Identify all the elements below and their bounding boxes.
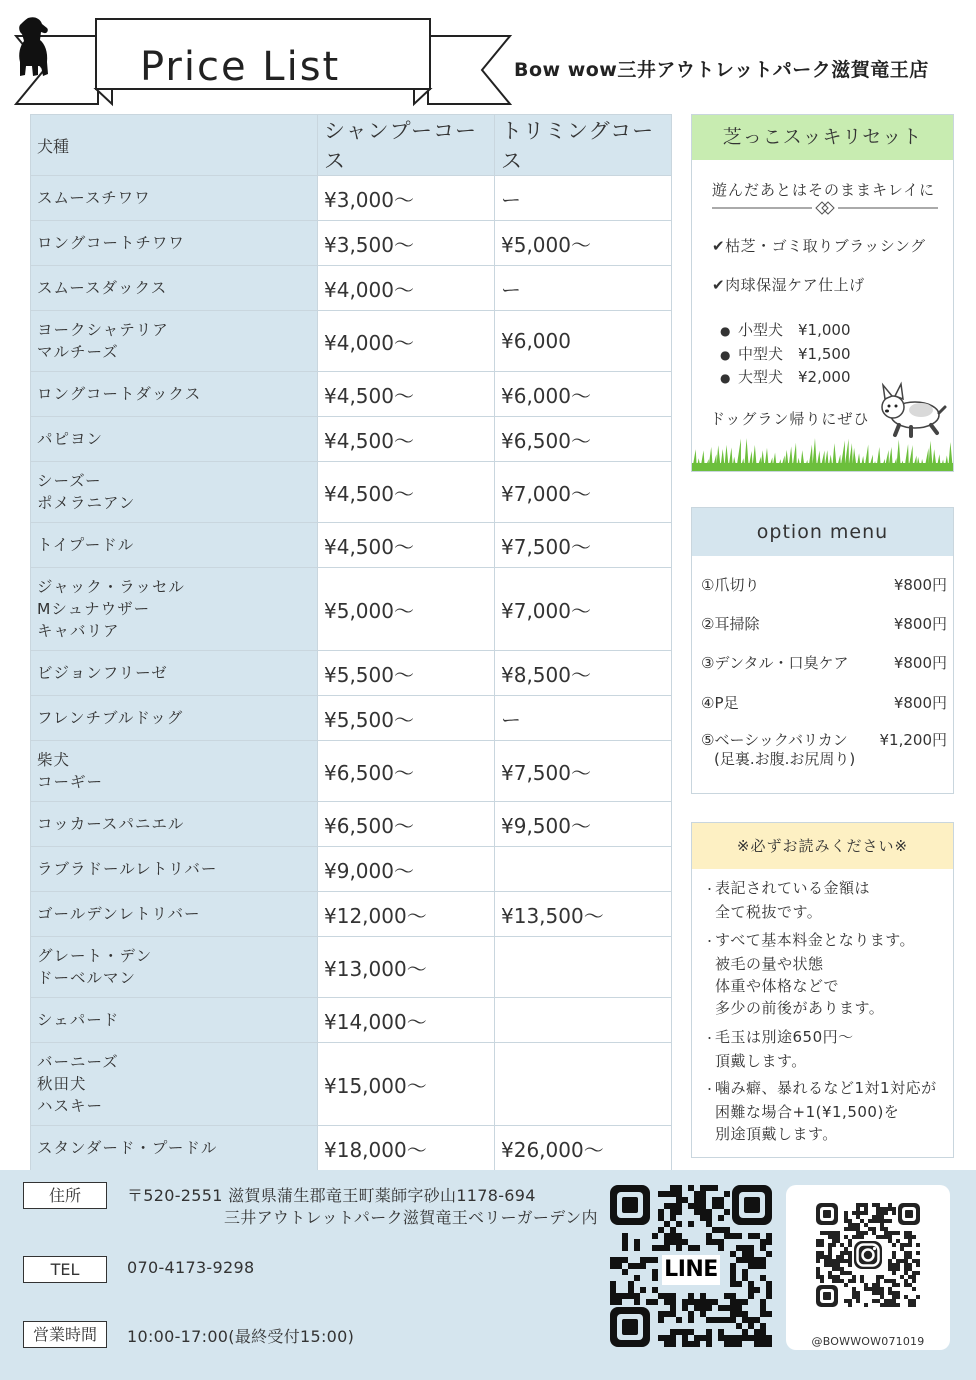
shiba-set-title: 芝っこスッキリセット <box>692 115 953 160</box>
shiba-set-subtitle: 遊んだあとはそのままキレイに <box>712 181 936 199</box>
trimming-price-cell <box>495 847 672 892</box>
address-label: 住所 <box>23 1182 107 1209</box>
shampoo-price-cell: ¥14,000〜 <box>318 998 495 1043</box>
breed-name: ヨークシャテリア <box>37 321 169 339</box>
table-row <box>31 651 672 696</box>
notice-item: ・噛み癖、暴れるなど1対1対応が 困難な場合+1(¥1,500)を 別途頂戴します。 <box>704 1079 937 1143</box>
breed-cell <box>31 651 318 696</box>
price-table <box>30 114 672 1171</box>
instagram-card[interactable] <box>786 1185 950 1350</box>
option-item: ⑤ベーシックバリカン ¥1,200円 <box>701 731 947 749</box>
breed-name: 秋田犬 <box>37 1075 87 1093</box>
hours-label: 営業時間 <box>23 1321 107 1348</box>
table-row <box>31 311 672 372</box>
table-row <box>31 417 672 462</box>
breed-name: ビジョンフリーゼ <box>37 664 168 682</box>
breed-name: シーズー <box>37 472 102 490</box>
table-row <box>31 523 672 568</box>
shampoo-price-cell: ¥12,000〜 <box>318 892 495 937</box>
column-header-trimming: トリミングコース <box>495 115 672 176</box>
table-row <box>31 266 672 311</box>
breed-name: キャバリア <box>37 622 120 640</box>
shampoo-price-cell: ¥6,500〜 <box>318 802 495 847</box>
breed-name: ジャック・ラッセル <box>37 578 185 596</box>
bullet-icon: ● <box>720 371 731 385</box>
breed-cell <box>31 523 318 568</box>
trimming-price-cell: ー <box>495 696 672 741</box>
breed-name: ポメラニアン <box>37 494 136 512</box>
breed-name: バーニーズ <box>37 1053 119 1071</box>
breed-name: ドーベルマン <box>37 969 137 987</box>
shampoo-price-cell: ¥3,500〜 <box>318 221 495 266</box>
instagram-icon <box>852 1239 884 1271</box>
title-banner <box>14 16 514 108</box>
shiba-item: ✔枯芝・ゴミ取りブラッシング <box>712 237 926 255</box>
breed-name: ハスキー <box>37 1097 104 1115</box>
bullet-icon: ● <box>720 324 731 338</box>
ornament-divider-icon <box>712 200 938 216</box>
breed-cell <box>31 937 318 998</box>
table-row <box>31 221 672 266</box>
shampoo-price-cell: ¥5,500〜 <box>318 696 495 741</box>
dog-silhouette-icon <box>14 16 50 78</box>
footer <box>0 1170 976 1380</box>
trimming-price-cell: ¥5,000〜 <box>495 221 672 266</box>
breed-name: ゴールデンレトリバー <box>37 905 201 923</box>
table-row <box>31 1126 672 1171</box>
breed-name: スムースチワワ <box>37 189 151 207</box>
notice-box <box>691 822 954 1158</box>
breed-name: フレンチブルドッグ <box>37 709 184 727</box>
trimming-price-cell: ¥6,500〜 <box>495 417 672 462</box>
shampoo-price-cell: ¥4,000〜 <box>318 311 495 372</box>
option-item: ③デンタル・口臭ケア ¥800円 <box>701 654 947 672</box>
shiba-set-box <box>691 114 954 472</box>
notice-item: ・毛玉は別途650円〜 頂戴します。 <box>704 1028 854 1070</box>
list-item: ● 中型犬 ¥1,500 <box>720 343 851 367</box>
breed-cell <box>31 417 318 462</box>
list-item: ● 小型犬 ¥1,000 <box>720 319 851 343</box>
shampoo-price-cell: ¥15,000〜 <box>318 1043 495 1126</box>
notice-title: ※必ずお読みください※ <box>692 823 953 869</box>
shampoo-price-cell: ¥13,000〜 <box>318 937 495 998</box>
table-row <box>31 176 672 221</box>
trimming-price-cell: ¥7,500〜 <box>495 741 672 802</box>
option-menu-box <box>691 507 954 794</box>
trimming-price-cell <box>495 937 672 998</box>
trimming-price-cell: ¥9,500〜 <box>495 802 672 847</box>
breed-name: スタンダード・プードル <box>37 1139 218 1157</box>
trimming-price-cell: ¥6,000〜 <box>495 372 672 417</box>
breed-cell <box>31 802 318 847</box>
table-row <box>31 462 672 523</box>
breed-cell <box>31 741 318 802</box>
column-header-shampoo: シャンプーコース <box>318 115 495 176</box>
trimming-price-cell: ー <box>495 266 672 311</box>
table-row <box>31 568 672 651</box>
breed-cell <box>31 998 318 1043</box>
trimming-price-cell: ¥26,000〜 <box>495 1126 672 1171</box>
breed-name: スムースダックス <box>37 279 168 297</box>
breed-name: コッカースパニエル <box>37 815 185 833</box>
table-row <box>31 372 672 417</box>
list-item: ● 大型犬 ¥2,000 <box>720 366 851 390</box>
option-item: ④P足 ¥800円 <box>701 694 947 712</box>
trimming-price-cell <box>495 1043 672 1126</box>
breed-name: コーギー <box>37 773 104 791</box>
shampoo-price-cell: ¥4,500〜 <box>318 523 495 568</box>
breed-cell <box>31 372 318 417</box>
trimming-price-cell: ¥6,000 <box>495 311 672 372</box>
trimming-price-cell: ¥7,000〜 <box>495 568 672 651</box>
trimming-price-cell <box>495 998 672 1043</box>
hours-value: 10:00-17:00(最終受付15:00) <box>127 1327 355 1346</box>
table-row <box>31 998 672 1043</box>
shampoo-price-cell: ¥18,000〜 <box>318 1126 495 1171</box>
option-item: ①爪切り ¥800円 <box>701 576 947 594</box>
shiba-item: ✔肉球保湿ケア仕上げ <box>712 276 865 294</box>
option-menu-title: option menu <box>692 508 953 556</box>
breed-cell <box>31 568 318 651</box>
notice-item: ・すべて基本料金となります。 被毛の量や状態 体重や体格などで 多少の前後があります。 <box>704 931 916 1017</box>
check-icon: ✔ <box>712 276 726 294</box>
address-line-2: 三井アウトレットパーク滋賀竜王ベリーガーデン内 <box>224 1208 598 1227</box>
shampoo-price-cell: ¥3,000〜 <box>318 176 495 221</box>
breed-name: ロングコートダックス <box>37 385 202 403</box>
tel-value[interactable]: 070-4173-9298 <box>127 1258 255 1277</box>
breed-cell <box>31 311 318 372</box>
table-header-row <box>31 115 672 176</box>
page-title: Price List <box>140 44 341 90</box>
table-row <box>31 937 672 998</box>
corgi-illustration <box>877 381 949 441</box>
breed-cell <box>31 696 318 741</box>
shampoo-price-cell: ¥4,500〜 <box>318 417 495 462</box>
breed-name: ロングコートチワワ <box>37 234 185 252</box>
breed-name: グレート・デン <box>37 947 153 965</box>
shampoo-price-cell: ¥5,000〜 <box>318 568 495 651</box>
shampoo-price-cell: ¥9,000〜 <box>318 847 495 892</box>
breed-cell <box>31 221 318 266</box>
table-row <box>31 892 672 937</box>
breed-name: ラブラドールレトリバー <box>37 860 218 878</box>
breed-cell <box>31 266 318 311</box>
column-header-breed: 犬種 <box>31 115 318 176</box>
breed-name: トイプードル <box>37 536 135 554</box>
breed-cell <box>31 176 318 221</box>
instagram-qr-code[interactable] <box>816 1203 920 1307</box>
trimming-price-cell: ¥7,500〜 <box>495 523 672 568</box>
instagram-handle[interactable]: @BOWWOW071019 <box>811 1335 925 1348</box>
size-price-list <box>720 319 851 390</box>
bullet-icon: ● <box>720 347 731 362</box>
breed-cell <box>31 1126 318 1171</box>
trimming-price-cell: ¥13,500〜 <box>495 892 672 937</box>
trimming-price-cell: ¥7,000〜 <box>495 462 672 523</box>
line-logo-text: LINE <box>662 1255 720 1285</box>
shampoo-price-cell: ¥5,500〜 <box>318 651 495 696</box>
trimming-price-cell: ¥8,500〜 <box>495 651 672 696</box>
shiba-set-footer: ドッグラン帰りにぜひ <box>710 410 870 428</box>
notice-item: ・表記されている金額は 全て税抜です。 <box>704 879 871 921</box>
table-row <box>31 802 672 847</box>
breed-name: 柴犬 <box>37 751 71 769</box>
table-row <box>31 741 672 802</box>
address-line-1: 〒520-2551 滋賀県蒲生郡竜王町薬師字砂山1178-694 <box>127 1186 536 1205</box>
table-row <box>31 1043 672 1126</box>
option-note: (足裏.お腹.お尻周り) <box>714 750 856 768</box>
breed-cell <box>31 462 318 523</box>
trimming-price-cell: ー <box>495 176 672 221</box>
shampoo-price-cell: ¥6,500〜 <box>318 741 495 802</box>
grass-illustration <box>692 435 953 471</box>
breed-name: シェパード <box>37 1011 120 1029</box>
check-icon: ✔ <box>712 237 726 255</box>
breed-name: パピヨン <box>37 430 104 448</box>
shampoo-price-cell: ¥4,500〜 <box>318 372 495 417</box>
tel-label: TEL <box>23 1256 107 1283</box>
breed-name: Mシュナウザー <box>37 600 151 618</box>
breed-name: マルチーズ <box>37 343 119 361</box>
option-item: ②耳掃除 ¥800円 <box>701 615 947 633</box>
table-row <box>31 696 672 741</box>
shampoo-price-cell: ¥4,500〜 <box>318 462 495 523</box>
shampoo-price-cell: ¥4,000〜 <box>318 266 495 311</box>
breed-cell <box>31 892 318 937</box>
store-name: Bow wow三井アウトレットパーク滋賀竜王店 <box>514 59 929 81</box>
table-row <box>31 847 672 892</box>
breed-cell <box>31 847 318 892</box>
breed-cell <box>31 1043 318 1126</box>
